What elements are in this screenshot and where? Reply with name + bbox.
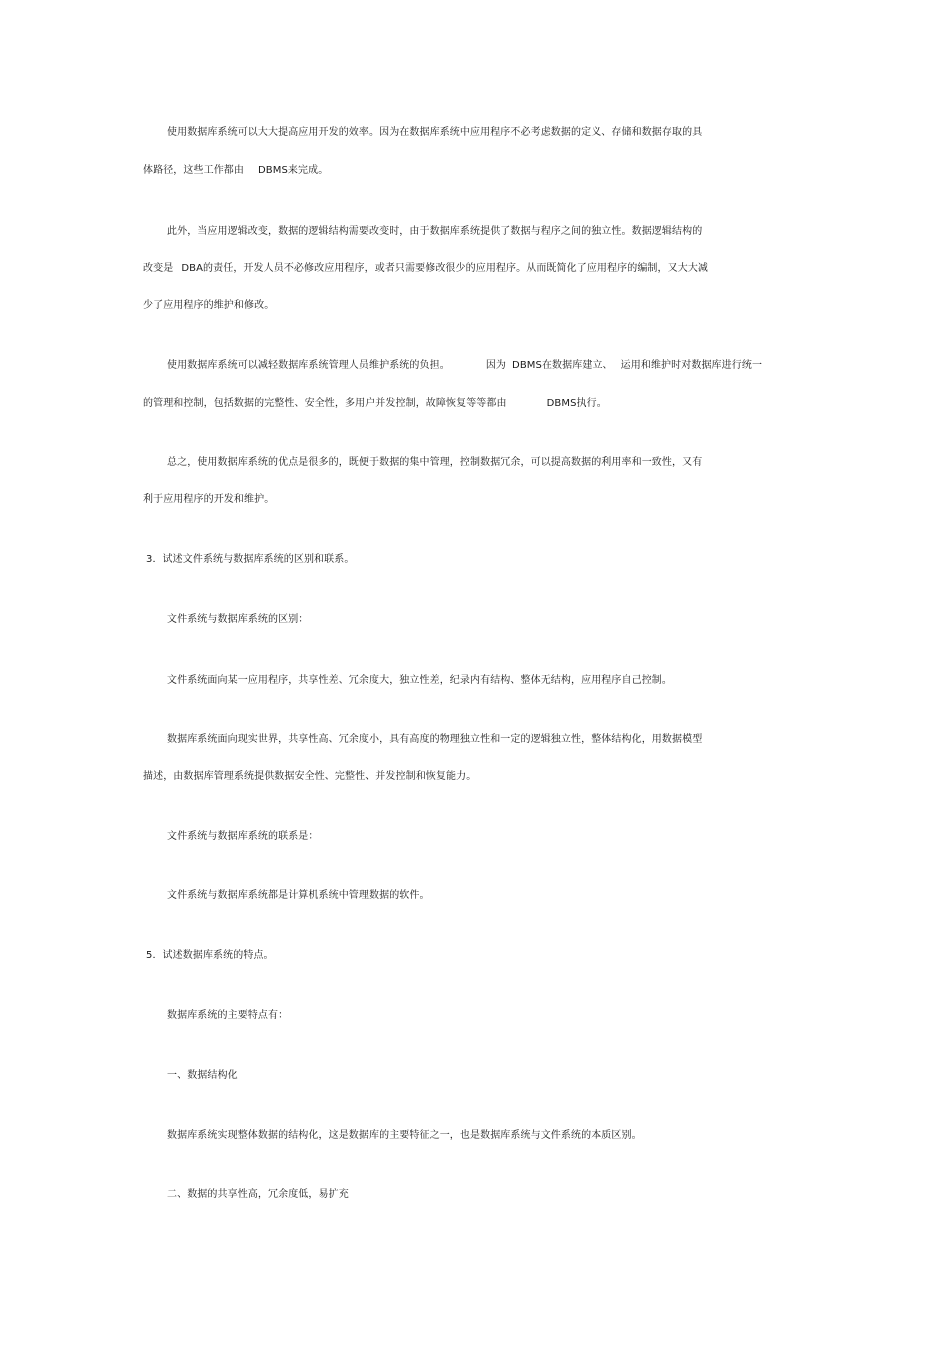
text-segment: DBA的责任，开发人员不必修改应用程序，或者只需要修改很少的应用程序。从而既简化了应用程序的编制，又大大减	[181, 263, 709, 274]
text-segment: 因为	[485, 360, 507, 371]
paragraph-3-line-1	[167, 359, 762, 373]
file-system-description: 文件系统面向某一应用程序，共享性差、冗余度大，独立性差，纪录内有结构、整体无结构，应用程序自己控制。	[167, 675, 672, 686]
paragraph-1-line-2	[143, 164, 328, 178]
database-system-description-line-1: 数据库系统面向现实世界，共享性高、冗余度小，具有高度的物理独立性和一定的逻辑独立性，整体结构化，用数据模型	[167, 734, 703, 745]
text-segment: 体路径，这些工作都由	[143, 165, 244, 176]
database-system-description-line-2: 描述，由数据库管理系统提供数据安全性、完整性、并发控制和恢复能力。	[143, 771, 477, 782]
question-3-heading: 3．试述文件系统与数据库系统的区别和联系。	[146, 554, 355, 565]
text-segment: 使用数据库系统可以减轻数据库系统管理人员维护系统的负担。	[167, 360, 450, 371]
text-segment: 运用和维护时对数据库进行统一	[620, 360, 763, 371]
relation-text: 文件系统与数据库系统都是计算机系统中管理数据的软件。	[167, 890, 430, 901]
paragraph-2-line-1: 此外，当应用逻辑改变，数据的逻辑结构需要改变时，由于数据库系统提供了数据与程序之间的独立性。数据逻辑结构的	[167, 226, 703, 237]
text-segment: DBMS在数据库建立、	[512, 360, 613, 371]
feature-1-title: 一、数据结构化	[167, 1070, 238, 1081]
paragraph-1-line-1: 使用数据库系统可以大大提高应用开发的效率。因为在数据库系统中应用程序不必考虑数据的定义、存储和数据存取的具	[167, 127, 703, 138]
features-intro: 数据库系统的主要特点有：	[167, 1010, 289, 1021]
text-segment: 的管理和控制，包括数据的完整性、安全性，多用户并发控制，故障恢复等等都由	[143, 398, 507, 409]
text-segment: DBMS执行。	[546, 398, 607, 409]
paragraph-4-line-1: 总之，使用数据库系统的优点是很多的，既便于数据的集中管理，控制数据冗余，可以提高数据的利用率和一致性，又有	[167, 457, 703, 468]
relation-title: 文件系统与数据库系统的联系是：	[167, 831, 319, 842]
paragraph-2-line-3: 少了应用程序的维护和修改。	[143, 300, 275, 311]
feature-2-title: 二、数据的共享性高，冗余度低，易扩充	[167, 1189, 349, 1200]
feature-1-text: 数据库系统实现整体数据的结构化，这是数据库的主要特征之一，也是数据库系统与文件系统的本质区别。	[167, 1130, 642, 1141]
question-5-heading: 5．试述数据库系统的特点。	[146, 950, 274, 961]
text-segment: 改变是	[143, 263, 174, 274]
paragraph-2-line-2	[143, 262, 708, 276]
paragraph-4-line-2: 利于应用程序的开发和维护。	[143, 494, 275, 505]
paragraph-3-line-2	[143, 397, 607, 411]
text-segment: DBMS来完成。	[258, 165, 329, 176]
difference-title: 文件系统与数据库系统的区别：	[167, 614, 309, 625]
